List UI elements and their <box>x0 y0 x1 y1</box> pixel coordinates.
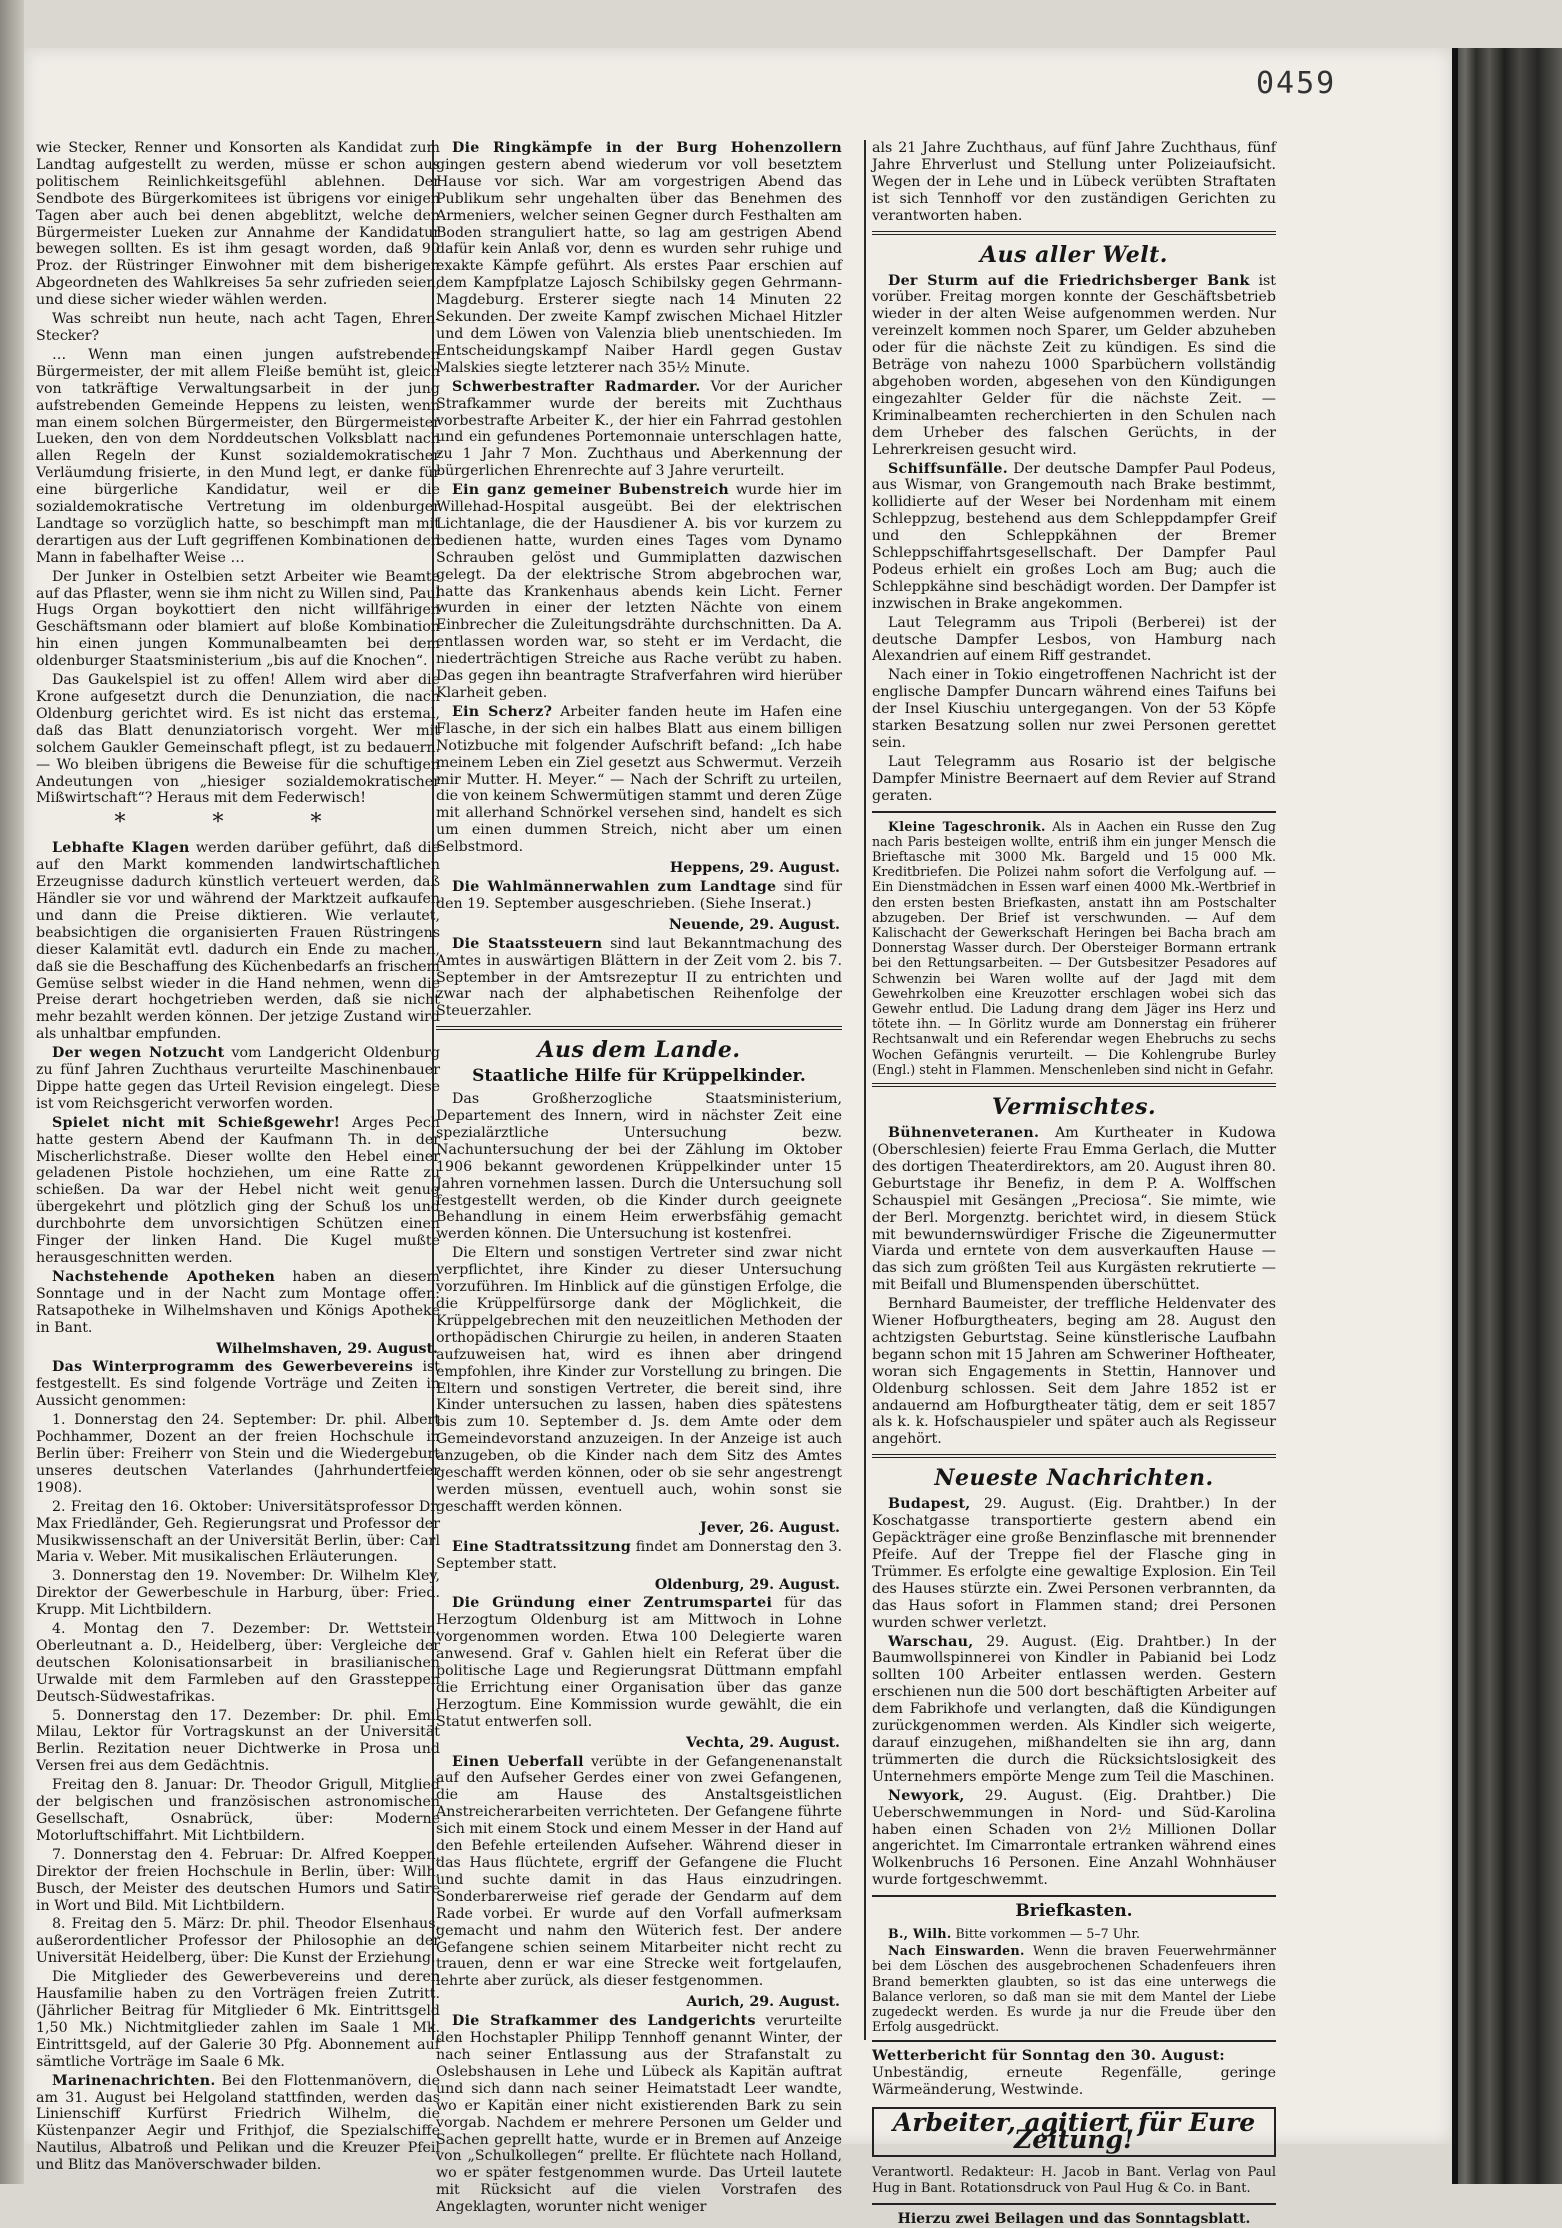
section-heading: Aus dem Lande. <box>537 1037 741 1064</box>
section-rule <box>872 2203 1276 2205</box>
article-lead: Newyork, <box>888 1787 965 1804</box>
article-paragraph: Was schreibt nun heute, nach acht Tagen, Ehren-Stecker? <box>36 311 440 344</box>
section-rule <box>872 231 1276 235</box>
article-lead: Ein Scherz? <box>452 703 553 720</box>
article-lead: Ein ganz gemeiner Bubenstreich <box>452 482 730 499</box>
article-paragraph <box>872 273 1276 459</box>
section-rule <box>436 1026 842 1030</box>
article-text: sind für den 19. September ausgeschrieben. (Siehe Inserat.) <box>436 878 842 912</box>
program-item: 4. Montag den 7. Dezember: Dr. Wettstein, Oberleutnant a. D., Heidelberg, über: Vergleiche der deutschen Kolonisationsarbeit in brasilianischen Urwalde mit dem Farmleben auf den Grassteppen Deutsch-Südwestafrikas. <box>36 1621 440 1705</box>
book-binding <box>1452 48 1562 2184</box>
article-paragraph <box>36 840 440 1043</box>
article-paragraph <box>436 936 842 1021</box>
article-lead: Spielet nicht mit Schießgewehr! <box>52 1114 341 1131</box>
article-paragraph <box>872 1634 1276 1786</box>
article-paragraph <box>872 1788 1276 1889</box>
article-paragraph <box>436 879 842 913</box>
weather-text: Unbeständig, erneute Regenfälle, geringe Wärmeänderung, Westwinde. <box>872 2065 1276 2099</box>
article-paragraph: Nach einer in Tokio eingetroffenen Nachricht ist der englische Dampfer Duncarn während eines Taifuns bei der Insel Kiuschiu untergegangen. Von der 53 Köpfe starken Besatzung sollen nur zwei Personen gerettet sein. <box>872 667 1276 751</box>
article-lead: Das Winterprogramm des Gewerbevereins <box>52 1359 414 1376</box>
article-lead: Der Sturm auf die Friedrichsberger Bank <box>888 272 1250 289</box>
article-lead: Der wegen Notzucht <box>52 1045 225 1062</box>
article-lead: Nachstehende Apotheken <box>52 1268 276 1285</box>
article-text: Vor der Auricher Strafkammer wurde der bereits mit Zuchthaus vorbestrafte Arbeiter K., der hier ein Fahrrad gestohlen und ein gefundenes Portemonnaie unterschlagen hatte, zu 1 Jahr 7 Mon. Zuchthaus und Aberkennung der bürgerlichen Ehrenrechte auf 3 Jahre verurteilt. <box>436 378 842 480</box>
section-rule <box>872 1454 1276 1458</box>
article-paragraph <box>872 461 1276 613</box>
article-lead: Schiffsunfälle. <box>888 460 1008 477</box>
letterbox-entry <box>872 1943 1276 2034</box>
dateline: Oldenburg, 29. August. <box>654 1576 840 1593</box>
program-item: 5. Donnerstag den 17. Dezember: Dr. phil. Emil Milau, Lektor für Vortragskunst an der Universität Berlin. Rezitation neuer Dichtwerke in Prosa und Versen frei aus dem Gedächtnis. <box>36 1707 440 1775</box>
article-lead: Warschau, <box>888 1633 974 1650</box>
article-text: sind laut Bekanntmachung des Amtes in auswärtigen Blättern in der Zeit vom 2. bis 7. September in der Amtsrezeptur II zu entrichten und zwar nach der alphabetischen Reihenfolge der Steuerzahler. <box>436 935 842 1020</box>
section-heading: Vermischtes. <box>991 1094 1157 1121</box>
article-paragraph <box>436 379 842 480</box>
article-paragraph <box>36 1359 440 1410</box>
article-lead: Budapest, <box>888 1496 971 1513</box>
column-left <box>36 140 441 2174</box>
weather-heading: Wetterbericht für Sonntag den 30. August: <box>872 2048 1225 2065</box>
supplement-note: Hierzu zwei Beilagen und das Sonntagsblatt. <box>897 2211 1251 2227</box>
article-lead: Die Wahlmännerwahlen zum Landtage <box>452 878 777 895</box>
column-right <box>872 140 1276 2227</box>
article-paragraph: Die Mitglieder des Gewerbevereins und deren Hausfamilie haben zu den Vorträgen freien Zutritt. (Jährlicher Beitrag für Mitglieder 6 Mk. Eintrittsgeld 1,50 Mk.) Nichtmitglieder zahlen im Saale 1 Mk. Eintrittsgeld, auf der Galerie 30 Pfg. Abonnement auf sämtliche Vorträge im Saale 6 Mk. <box>36 1969 440 2070</box>
section-rule <box>872 1895 1276 1897</box>
article-text: 29. August. (Eig. Drahtber.) Die Ueberschwemmungen in Nord- und Süd-Karolina haben einen Schaden von 2½ Millionen Dollar angerichtet. Im Cimarrontale ertranken während eines Wolkenbruchs 16 Personen. Eine Anzahl Wohnhäuser wurde fortgeschwemmt. <box>872 1787 1276 1889</box>
article-text: werden darüber geführt, daß die auf den Markt kommenden landwirtschaftlichen Erzeugnisse dadurch künstlich verteuert werden, daß Händler sie vor und während der Marktzeit aufkaufen und dann die Preise diktieren. Wie verlautet, beabsichtigen die organisierten Frauen Rüstringens dieser Kalamität evtl. dadurch ein Ende zu machen, daß sie die Beschaffung des Küchenbedarfs an frischem Gemüse selbst wieder in die Hand nehmen, wenn die Preise derart hochgetrieben werden, daß sie nicht mehr bezahlt werden können. Der jetzige Zustand wird als unhaltbar empfunden. <box>36 840 440 1043</box>
article-paragraph <box>436 1539 842 1573</box>
section-heading: Neueste Nachrichten. <box>934 1465 1214 1492</box>
article-text: 29. August. (Eig. Drahtber.) In der Koschatgasse transportierte gestern abend ein Gepäckträger eine große Benzinflasche mit brennender Pfeife. Auf der Treppe fiel der Flasche ging in Trümmer. Es erfolgte eine gewaltige Explosion. Ein Teil des Hauses stürzte ein. Zwei Personen verbrannten, da das Haus sofort in Flammen stand; drei Personen wurden schwer verletzt. <box>872 1496 1276 1631</box>
article-paragraph: Laut Telegramm aus Rosario ist der belgische Dampfer Ministre Beernaert auf dem Revier auf Strand geraten. <box>872 753 1276 804</box>
article-paragraph <box>36 1045 440 1113</box>
article-lead: Schwerbestrafter Radmarder. <box>452 378 701 395</box>
article-paragraph: wie Stecker, Renner und Konsorten als Kandidat zum Landtag aufgestellt zu werden, müsse er schon aus politischem Reinlichkeitsgefühl ablehnen. Der Sendbote des Bürgerkomitees ist übrigens vor einigen Tagen aber auch bei denen abgeblitzt, welche den Bürgermeister Lueken zur Annahme der Kandidatur bewegen sollten. Es ist ihm gesagt worden, daß 90 Proz. der Rüstringer Einwohner mit dem bisherigen Abgeordneten des Wahlkreises 5a sehr zufrieden seien, und diese sicher wieder wählen werden. <box>36 140 440 309</box>
article-paragraph <box>436 1595 842 1730</box>
article-paragraph <box>36 1115 440 1267</box>
article-text: Bitte vorkommen — 5–7 Uhr. <box>951 1926 1141 1942</box>
program-item: 7. Donnerstag den 4. Februar: Dr. Alfred Koeppen, Direktor der freien Hochschule in Berlin, über: Wilh. Busch, der Meister des deutschen Humors und Satire in Wort und Bild. Mit Lichtbildern. <box>36 1846 440 1914</box>
article-text: Arges Pech hatte gestern Abend der Kaufmann Th. in der Mischerlichstraße. Dieser wollte den Hebel einer geladenen Pistole hochziehen, um eine Ratte zu schießen. Da war der Hebel nicht weit genug übergekehrt und plötzlich ging der Schuß los und durchbohrte dem unvorsichtigen Schützen einen Finger der linken Hand. Die Kugel mußte herausgeschnitten werden. <box>36 1114 440 1266</box>
article-paragraph: Bernhard Baumeister, der treffliche Heldenvater des Wiener Hofburgtheaters, beging am 28. August den achtzigsten Geburtstag. Seine künstlerische Laufbahn begann schon mit 15 Jahren am Schweriner Hoftheater, woran sich Engagements in Stettin, Hannover und Oldenburg schlossen. Seit dem Jahre 1852 ist er andauernd am Hofburgtheater tätig, dem er seit 1857 als k. k. Hofschauspieler und später auch als Regisseur angehört. <box>872 1296 1276 1448</box>
article-lead: Die Ringkämpfe in der Burg Hohenzollern <box>452 140 842 156</box>
program-item: 1. Donnerstag den 24. September: Dr. phil. Albert Pochhammer, Dozent an der freien Hochschule in Berlin über: Freiherr von Stein und die Wiedergeburt unseres deutschen Vaterlandes (Jahrhundertfeier 1908). <box>36 1412 440 1496</box>
article-paragraph: Laut Telegramm aus Tripoli (Berberei) ist der deutsche Dampfer Lesbos, von Hamburg nach Alexandrien auf einem Riff gestrandet. <box>872 614 1276 665</box>
column-rule <box>864 140 866 2040</box>
article-text: verurteilte den Hochstapler Philipp Tennhoff genannt Winter, der nach seiner Entlassung aus der Strafanstalt zu Oslebshausen in Lehe und Lübeck als Kapitän auftrat und sich dann nach seiner Heimatstadt Leer wandte, wo er Kapitän einer nicht existierenden Bark zu sein vorgab. Nachdem er mehrere Personen um Gelder und Sachen geprellt hatte, wurde er in Bremen auf Anzeige von „Schulkollegen“ prellte. Er flüchtete nach Holland, wo er später festgenommen wurde. Das Urteil lautete mit Rücksicht auf die vielen Vorstrafen des Angeklagten, worunter nicht weniger <box>436 2013 842 2216</box>
article-text: 29. August. (Eig. Drahtber.) In der Baumwollspinnerei von Kindler in Pabianid bei Lodz sollten 100 Arbeiter entlassen werden. Gestern erschienen nun die 500 dort beschäftigten Arbeiter auf dem Fabrikhofe und verlangten, daß die Kündigungen zurückgenommen werden. Als Kindler sich weigerte, darauf einzugehen, mißhandelten sie ihn arg, dann trümmerten die durch die Rücksichtslosigkeit des Unternehmers empörte Menge zum Teil die Maschinen. <box>872 1633 1276 1785</box>
article-paragraph <box>436 2013 842 2216</box>
dateline: Jever, 26. August. <box>700 1519 840 1536</box>
lecture-program-list <box>36 1412 440 1967</box>
article-lead: B., Wilh. <box>888 1926 952 1942</box>
program-item: 2. Freitag den 16. Oktober: Universitätsprofessor Dr. Max Friedländer, Geh. Regierungsrat und Professor der Musikwissenschaft an der Universität Berlin, über: Carl Maria v. Weber. Mit musikalischen Erläuterungen. <box>36 1498 440 1566</box>
article-paragraph <box>872 1125 1276 1294</box>
dateline: Heppens, 29. August. <box>669 860 840 877</box>
article-paragraph <box>436 1754 842 1991</box>
article-text: wurde hier im Willehad-Hospital ausgeübt. Bei der elektrischen Lichtanlage, die der Hausdiener A. bis vor kurzem zu bedienen hatte, wurden eines Tages vom Dynamo Schrauben gelöst und Gummiplatten dazwischen gelegt. Da der elektrische Strom abgebrochen war, hatte das Krankenhaus abends kein Licht. Ferner wurden in einer der letzten Nächte von einem Einbrecher die Zuleitungsdrähte durchschnitten. Da A. entlassen worden war, so steht er im Verdacht, die niederträchtigen Streiche aus Rache verübt zu haben. Das gegen ihn beantragte Strafverfahren wird hierüber Klarheit geben. <box>436 482 843 701</box>
article-text: haben an diesem Sonntage und in der Nacht zum Montage offen: Ratsapotheke in Wilhelmshaven und Königs Apotheke in Bant. <box>36 1268 440 1336</box>
program-item: 8. Freitag den 5. März: Dr. phil. Theodor Elsenhaus, außerordentlicher Professor der Philosophie an der Universität Heidelberg, über: Die Kunst der Erziehung. <box>36 1916 440 1967</box>
article-lead: Nach Einswarden. <box>888 1943 1025 1959</box>
section-heading: Aus aller Welt. <box>980 241 1168 268</box>
article-paragraph <box>872 1496 1276 1631</box>
dateline: Wilhelmshaven, 29. August. <box>216 1340 438 1357</box>
dateline: Vechta, 29. August. <box>686 1734 840 1751</box>
article-paragraph: Das Gaukelspiel ist zu offen! Allem wird aber die Krone aufgesetzt durch die Denunziation, die nach Oldenburg gerichtet wird. Es ist nicht das erstemal, daß das Blatt denunziatorisch vorgeht. Wer mit solchem Gaukler Gemeinschaft pflegt, ist zu bedauern. — Wo bleiben übrigens die Beweise für die schuftigen Andeutungen von „hiesiger sozialdemokratischer Mißwirtschaft“? Heraus mit dem Federwisch! <box>36 672 440 807</box>
article-text: Arbeiter fanden heute im Hafen eine Flasche, in der sich ein halbes Blatt aus einem billigen Notizbuche mit folgender Aufschrift befand: „Ich habe meinem Leben ein Ziel gesetzt aus Schwermut. Verzeih mir Mutter. H. Meyer.“ — Nach der Schrift zu urteilen, die von keinem Schwermütigen stammt und deren Züge mit allerhand Schnörkel versehen sind, handelt es sich um einen dummen Streich, nicht aber um einen Selbstmord. <box>436 703 842 856</box>
program-item: 3. Donnerstag den 19. November: Dr. Wilhelm Kley, Direktor der Gewerbeschule in Harburg, über: Fried. Krupp. Mit Lichtbildern. <box>36 1568 440 1619</box>
article-lead: Einen Ueberfall <box>452 1753 584 1770</box>
article-paragraph <box>436 140 842 377</box>
dateline: Neuende, 29. August. <box>668 916 840 933</box>
article-text: ist vorüber. Freitag morgen konnte der Geschäftsbetrieb wieder in der alten Weise aufgenommen werden. Nur vereinzelt kommen noch Sparer, um Gelder abzuheben oder für die nächste Zeit zu kündigen. Es sind die Beträge von nahezu 1000 Sparbüchern vollständig abgehoben worden, abgesehen von den Kündigungen eingezahlter Gelder für die nächste Zeit. — Kriminalbeamten recherchierten in den Schulen nach dem Urheber des falschen Gerüchts, in der Lehrerkreisen gesucht wird. <box>872 272 1276 458</box>
article-paragraph <box>36 1269 440 1337</box>
article-lead: Die Strafkammer des Landgerichts <box>452 2013 756 2030</box>
article-paragraph <box>872 819 1276 1077</box>
article-paragraph: Die Eltern und sonstigen Vertreter sind zwar nicht verpflichtet, ihre Kinder zu dieser Untersuchung vorzuführen. Im Hinblick auf die günstigen Erfolge, die die Krüppelfürsorge dank der Möglichkeit, die Krüppelgebrechen mit den neuzeitlichen Methoden der orthopädischen Chirurgie zu heilen, in anderen Staaten aufzuweisen hat, wird es ihnen aber dringend empfohlen, ihre Kinder zur Vorstellung zu bringen. Die Eltern und sonstigen Vertreter, die bereit sind, ihre Kinder untersuchen zu lassen, haben dies spätestens bis zum 10. September d. Js. dem Amte oder dem Gemeindevorstand anzuzeigen. In der Anzeige ist auch anzugeben, ob die Kinder nach dem Sitz des Amtes geschafft werden können, oder ob sie sehr angestrengt werden müssen, eventuell auch, wohin sonst sie geschafft werden können. <box>436 1245 842 1515</box>
article-text: für das Herzogtum Oldenburg ist am Mittwoch in Lohne vorgenommen worden. Etwa 100 Delegierte waren anwesend. Graf v. Gahlen hielt ein Referat über die politische Lage und Regierungsrat Düttmann empfahl die Errichtung einer Organisation über das ganze Herzogtum. Eine Kommission wurde gewählt, die ein Statut entwerfen soll. <box>436 1595 842 1730</box>
binding-edge <box>1452 48 1458 2184</box>
column-middle <box>436 140 843 2216</box>
article-lead: Marinenachrichten. <box>52 2072 216 2089</box>
section-divider-stars: * * * <box>114 810 362 836</box>
article-paragraph: als 21 Jahre Zuchthaus, auf fünf Jahre Zuchthaus, fünf Jahre Ehrverlust und Stellung unter Polizeiaufsicht. Wegen der in Lehe und in Lübeck verübten Straftaten ist sich Tennhoff vor den zuständigen Gerichten zu verantworten haben. <box>872 140 1276 224</box>
page-number: 0459 <box>1256 66 1337 101</box>
article-text: ist festgestellt. Es sind folgende Vorträge und Zeiten in Aussicht genommen: <box>36 1359 441 1410</box>
article-lead: Kleine Tageschronik. <box>888 818 1046 834</box>
slogan-banner: Arbeiter, agitiert für Eure Zeitung! <box>872 2107 1276 2157</box>
article-lead: Die Gründung einer Zentrumspartei <box>452 1595 773 1612</box>
weather-report <box>872 2048 1276 2099</box>
article-paragraph: Der Junker in Ostelbien setzt Arbeiter wie Beamte auf das Pflaster, wenn sie ihm nicht zu Willen sind, Paul Hugs Organ boykottiert den nicht willfährigen Geschäftsmann oder blamiert auf bloße Kombination hin einen jungen Kommunalbeamten bei dem oldenburger Staatsministerium „bis auf die Knochen“. <box>36 568 440 670</box>
article-paragraph <box>436 482 842 702</box>
letterbox-entry <box>872 1926 1276 1941</box>
article-paragraph <box>36 2073 440 2174</box>
article-paragraph: Das Großherzogliche Staatsministerium, Departement des Innern, wird in nächster Zeit eine spezialärztliche Untersuchung bezw. Nachuntersuchung der bei der Zählung im Oktober 1906 bekannt gewordenen Krüppelkinder unter 15 Jahren vornehmen lassen. Durch die Untersuchung soll festgestellt werden, ob die Kinder durch geeignete Behandlung in einem Heim erwerbsfähig gemacht werden können. Die Untersuchung ist kostenfrei. <box>436 1091 842 1243</box>
article-text: vom Landgericht Oldenburg zu fünf Jahren Zuchthaus verurteilte Maschinenbauer Dippe hatte gegen das Urteil Revision eingelegt. Diese ist vom Reichsgericht verworfen worden. <box>36 1045 440 1112</box>
section-rule <box>872 1083 1276 1087</box>
article-lead: Eine Stadtratssitzung <box>452 1538 632 1555</box>
section-rule <box>872 811 1276 813</box>
article-heading: Staatliche Hilfe für Krüppelkinder. <box>472 1066 806 1087</box>
article-text: findet am Donnerstag den 3. September statt. <box>436 1538 842 1572</box>
article-text: Als in Aachen ein Russe den Zug nach Paris besteigen wollte, entriß ihm ein junger Mensch die Brieftasche mit 3000 Mk. Bargeld und 15 000 Mk. Kreditbriefen. Die Polizei nahm sofort die Verfolgung auf. — Ein Dienstmädchen in Essen warf einen 4000 Mk.-Wertbrief in den ersten besten Briefkasten, anstatt ihn am Postschalter abzugeben. Der Brief ist verschwunden. — Auf dem Kalischacht der Gewerkschaft Heringen bei Bacha brach am Donnerstag Wasser durch. Der Obersteiger Bormann ertrank bei den Rettungsarbeiten. — Der Gutsbesitzer Pesadores auf Schwenzin bei Waren wollte auf der Jagd mit dem Gewehrkolben eine Kreuzotter erschlagen wobei sich das Gewehr entlud. Die Ladung drang dem Jäger ins Herz und tötete ihn. — In Görlitz wurde am Donnerstag ein früherer Rechtsanwalt und ein Referendar wegen Ehebruchs zu sechs Wochen Gefängnis verurteilt. — Die Kohlengrube Burley (Engl.) steht in Flammen. Menschenleben sind nicht in Gefahr. <box>872 818 1276 1077</box>
section-rule <box>872 2040 1276 2042</box>
article-text: Am Kurtheater in Kudowa (Oberschlesien) feierte Frau Emma Gerlach, die Mutter des dortigen Theaterdirektors, am 20. August ihren 80. Geburtstage ihr Benefiz, in dem P. A. Wolffschen Schauspiel mit Gesängen „Preciosa“. Sie mimte, wie der Berl. Morgenztg. berichtet wird, in diesem Stück mit bewundernswürdiger Frische die Zigeunermutter Viarda und erntete von dem ausverkauften Hause — das sich zum größten Teil aus Kurgästen rekrutierte — mit Beifall und Blumenspenden überschüttet. <box>872 1125 1276 1294</box>
imprint: Verantwortl. Redakteur: H. Jacob in Bant. Verlag von Paul Hug in Bant. Rotationsdruck von Paul Hug & Co. in Bant. <box>872 2165 1276 2196</box>
article-lead: Bühnenveteranen. <box>888 1125 1040 1142</box>
article-text: Der deutsche Dampfer Paul Podeus, aus Wismar, von Grangemouth nach Brake bestimmt, kollidierte auf der Weser bei Nordenham mit einem Schleppzug, bestehend aus dem Schleppdampfer Greif und den Schleppkähnen der Bremer Schleppschiffahrtsgesellschaft. Der Dampfer Paul Podeus erhielt ein großes Loch am Bug; auch die Schleppkähne sind beschädigt worden. Der Dampfer ist inzwischen in Brake angekommen. <box>872 460 1276 612</box>
article-text: Wenn die braven Feuerwehrmänner bei dem Löschen des ausgebrochenen Schadenfeuers ihren Brand bemerkten glaubten, so ist das eine unterwegs die Balance verloren, so daß man sie mit dem Mantel der Liebe zugedeckt werden. Es wurde ja nur die Freude über den Erfolg ausgedrückt. <box>872 1943 1276 2035</box>
section-heading: Briefkasten. <box>1015 1901 1133 1922</box>
article-lead: Lebhafte Klagen <box>52 840 190 857</box>
article-quote: … Wenn man einen jungen aufstrebenden Bürgermeister, der mit allem Fleiße bemüht ist, gleich von tatkräftige Verwaltungsarbeit in der jung aufstrebenden Gemeinde Heppens zu leisten, wenn man einem solchen Bürgermeister, den Bürgermeister Lueken, den von dem Norddeutschen Volksblatt nach allen Regeln der Kunst sozialdemokratischer Verläumdung frisierte, in den Mund legt, er danke für eine bürgerliche Kandidatur, weil er die sozialdemokratische Vertretung im oldenburger Landtage so vorzüglich hatte, so beschimpft man mit derartigen aus der Luft gegriffenen Kombinationen den Mann in fabelhafter Weise … <box>36 346 440 566</box>
dateline: Aurich, 29. August. <box>686 1994 840 2011</box>
program-item: Freitag den 8. Januar: Dr. Theodor Grigull, Mitglied der belgischen und französischen astronomischen Gesellschaft, Osnabrück, über: Moderne Motorluftschiffahrt. Mit Lichtbildern. <box>36 1777 440 1844</box>
article-text: verübte in der Gefangenenanstalt auf den Aufseher Gerdes einer von zwei Gefangenen, die am Hause des Anstaltsgeistlichen Anstreicherarbeiten verrichteten. Der Gefangene führte sich mit einem Stock und einem Messer in der Hand auf den Befehle erteilenden Aufseher. Während dieser in das Haus flüchtete, ergriff der Gefangene die Flucht und suchte damit in das Haus einzudringen. Sonderbarerweise rief gerade der Gendarm auf dem Rade vorbei. Er wurde auf den Vorfall aufmerksam gemacht und nahm den Wüterich fest. Der andere Gefangene schien seinem Mitarbeiter nicht recht zu trauen, denn er war eine Strecke weit fortgelaufen, lehrte aber zurück, als dieser festgenommen. <box>436 1753 842 1990</box>
article-text: Bei den Flottenmanövern, die am 31. August bei Helgoland stattfinden, werden das Linienschiff Kurfürst Friedrich Wilhelm, die Küstenpanzer Aegir und Frithjof, die Spezialschiffe Nautilus, Albatroß und Pelikan und die Kreuzer Pfeil und Blitz das Manöverschwader bilden. <box>36 2072 440 2174</box>
article-paragraph <box>436 704 842 856</box>
scan-left-edge <box>0 0 24 2184</box>
article-lead: Die Staatssteuern <box>452 935 603 952</box>
article-text: gingen gestern abend wiederum vor voll besetztem Hause vor sich. War am vorgestrigen Abend das Publikum sehr ungehalten über das Benehmen des Armeniers, welcher seinen Gegner durch Festhalten am Boden stranguliert hatte, so lag am gestrigen Abend dafür kein Anlaß vor, denn es wurden sehr ruhige und exakte Kämpfe geführt. Als erstes Paar erschien auf dem Kampfplatze Lajosch Schibilsky gegen Gehrmann-Magdeburg. Ersterer siegte nach 14 Minuten 22 Sekunden. Der zweite Kampf zwischen Michael Hitzler und dem Löwen von Valenzia blieb unentschieden. Im Entscheidungskampf Naiber Hardl gegen Gustav Malskies siegte letzterer nach 35½ Minute. <box>436 156 842 376</box>
